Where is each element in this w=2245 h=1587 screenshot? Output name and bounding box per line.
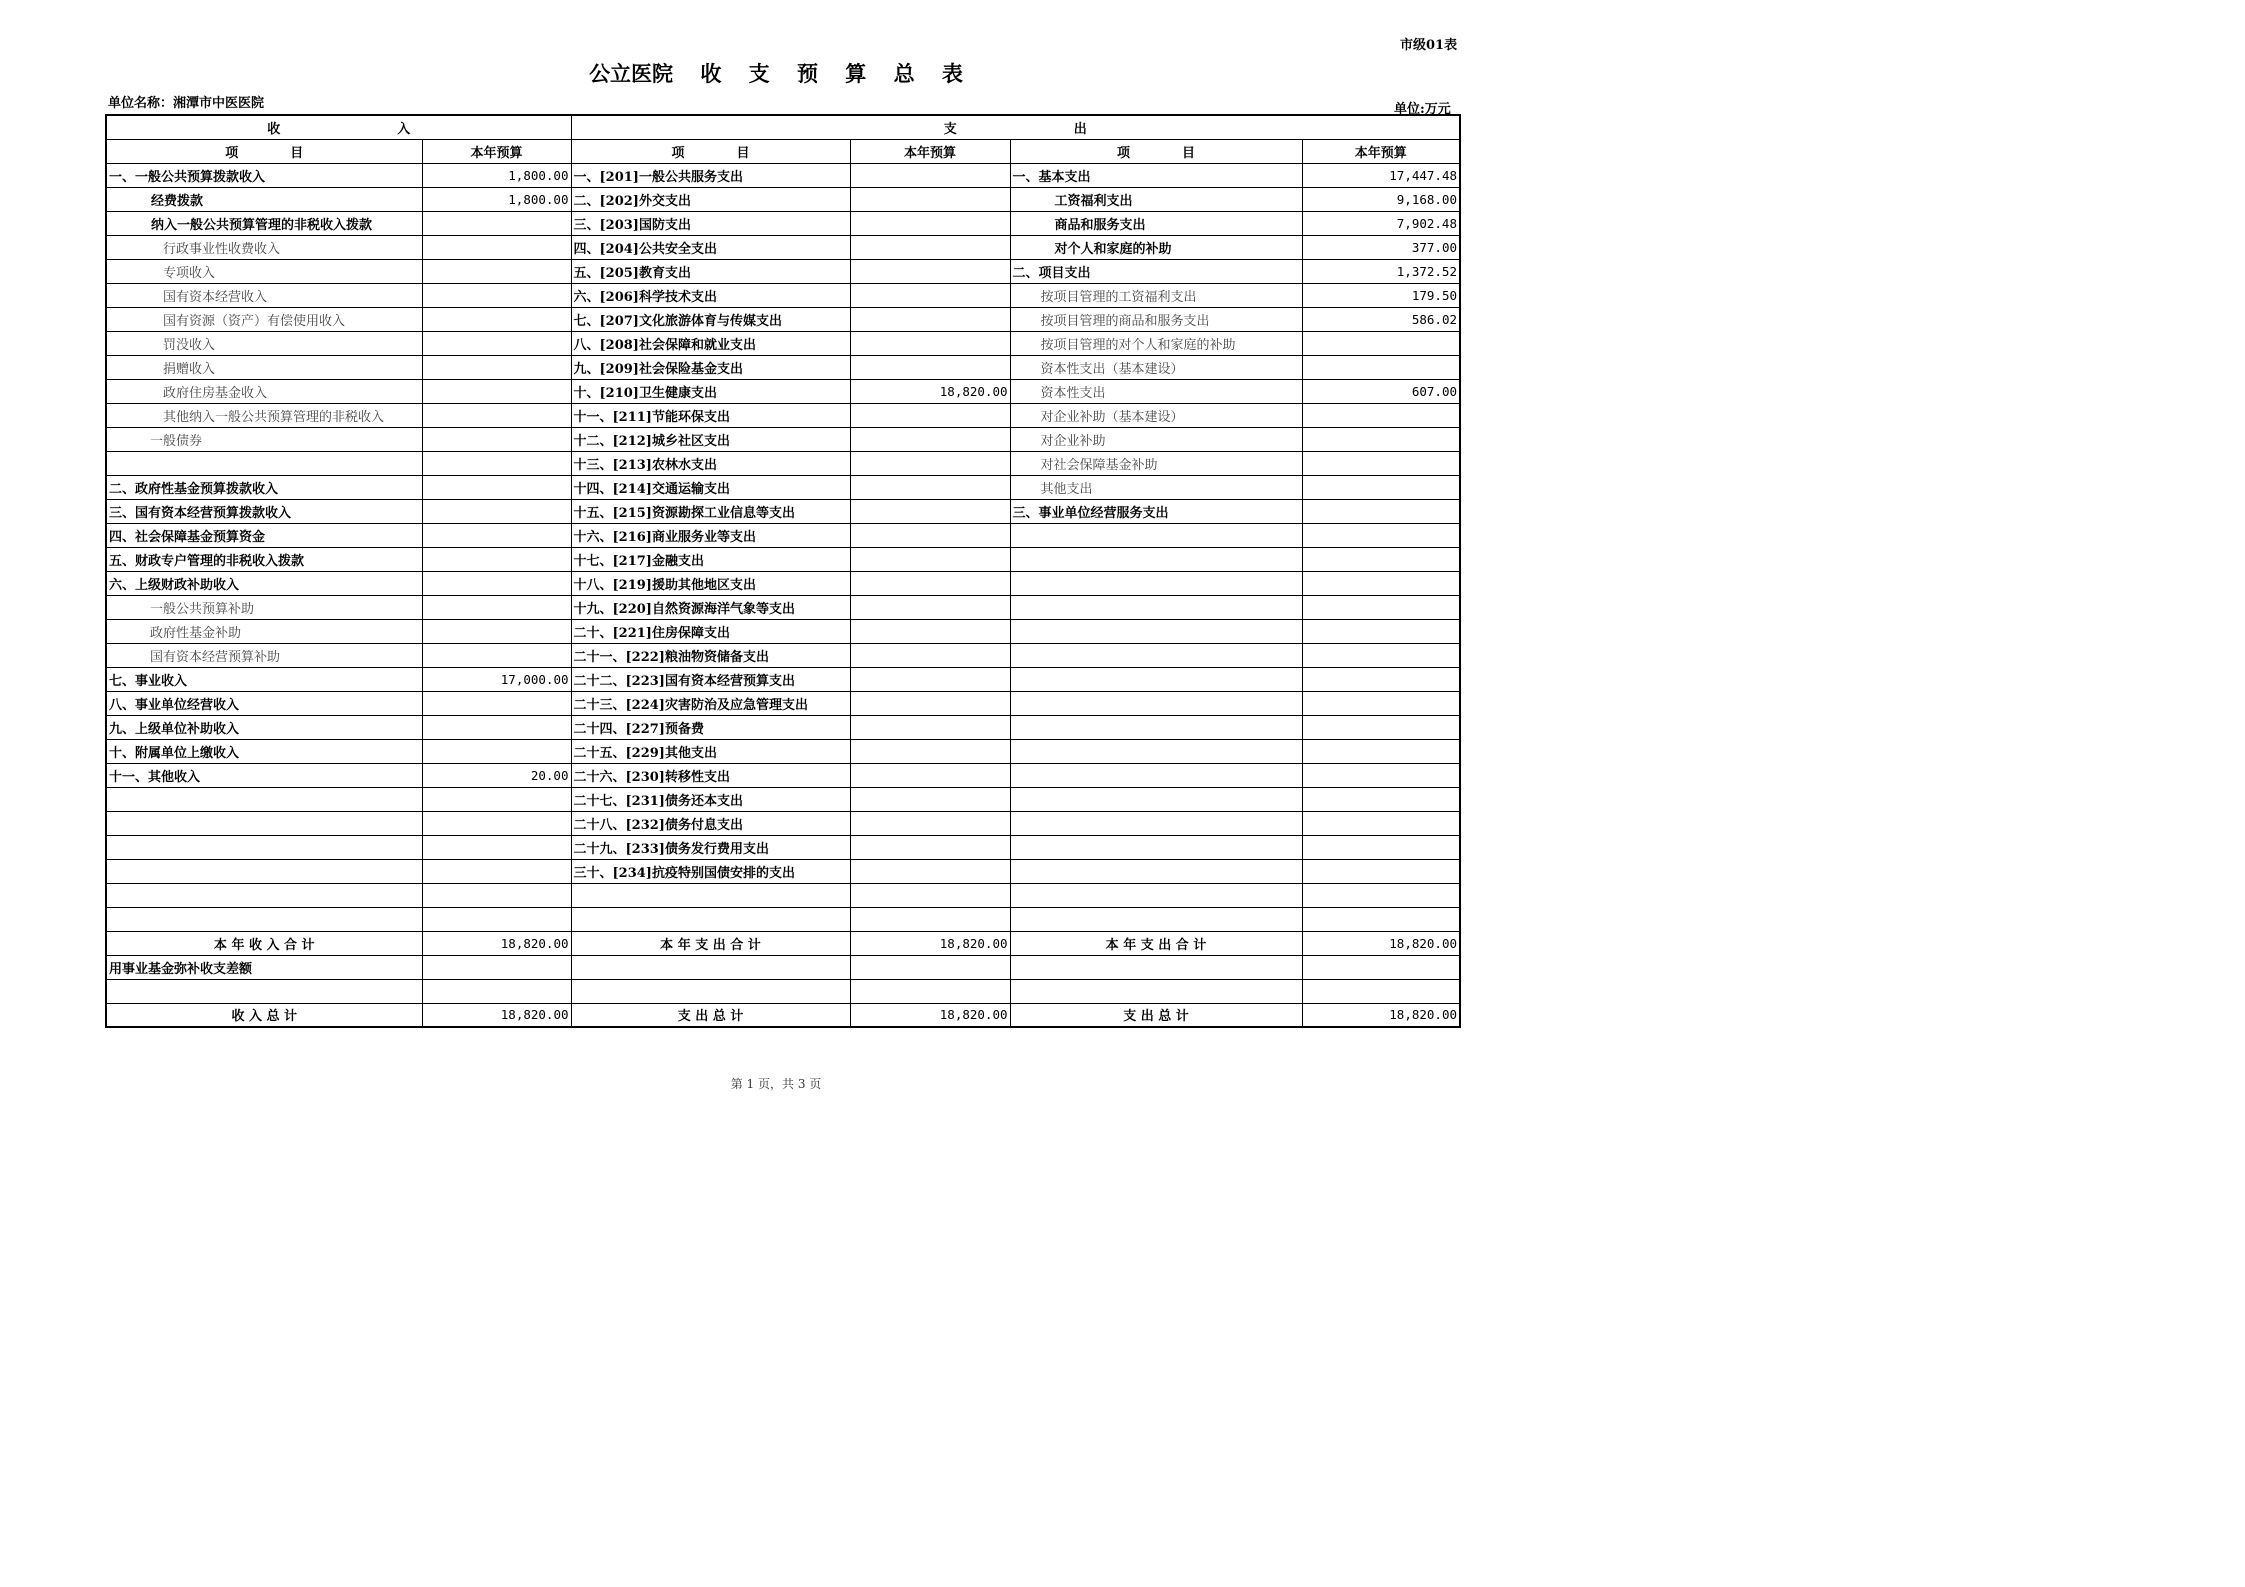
expense-item-value: 377.00 <box>1302 235 1460 259</box>
table-row <box>106 403 1460 427</box>
expense-total-label-c: 本 年 支 出 合 计 <box>1010 931 1302 955</box>
expense-item <box>1010 811 1302 835</box>
income-value <box>422 835 571 859</box>
cell <box>850 979 1010 1003</box>
table-row <box>106 355 1460 379</box>
expense-category-value <box>850 451 1010 475</box>
expense-item <box>1010 595 1302 619</box>
table-row <box>106 667 1460 691</box>
expense-item-value <box>1302 691 1460 715</box>
expense-item-value <box>1302 715 1460 739</box>
table-row <box>106 883 1460 907</box>
table-row <box>106 499 1460 523</box>
cell <box>571 979 850 1003</box>
expense-item-value: 607.00 <box>1302 379 1460 403</box>
expense-category: 二十四、[227]预备费 <box>571 715 850 739</box>
expense-category: 二十九、[233]债务发行费用支出 <box>571 835 850 859</box>
income-item <box>106 451 422 475</box>
expense-item: 按项目管理的对个人和家庭的补助 <box>1010 331 1302 355</box>
expense-category-value <box>850 187 1010 211</box>
income-value <box>422 787 571 811</box>
income-value <box>422 427 571 451</box>
cell <box>422 955 571 979</box>
expense-category-value <box>850 499 1010 523</box>
income-item: 七、事业收入 <box>106 667 422 691</box>
expense-item-value <box>1302 475 1460 499</box>
expense-item <box>1010 907 1302 931</box>
expense-category-value <box>850 667 1010 691</box>
expense-item-value <box>1302 739 1460 763</box>
expense-category-value <box>850 163 1010 187</box>
expense-category-value: 18,820.00 <box>850 379 1010 403</box>
table-row <box>106 475 1460 499</box>
income-item: 政府性基金补助 <box>106 619 422 643</box>
expense-item-value <box>1302 451 1460 475</box>
expense-item-value <box>1302 619 1460 643</box>
table-row <box>106 571 1460 595</box>
table-row <box>106 331 1460 355</box>
expense-category: 十一、[211]节能环保支出 <box>571 403 850 427</box>
income-value <box>422 571 571 595</box>
expense-item: 对企业补助 <box>1010 427 1302 451</box>
expense-item: 按项目管理的工资福利支出 <box>1010 283 1302 307</box>
expense-total-value: 18,820.00 <box>850 931 1010 955</box>
expense-category: 四、[204]公共安全支出 <box>571 235 850 259</box>
expense-category-value <box>850 235 1010 259</box>
table-row <box>106 619 1460 643</box>
expense-category-value <box>850 427 1010 451</box>
expense-item-value <box>1302 547 1460 571</box>
income-value <box>422 739 571 763</box>
income-item: 五、财政专户管理的非税收入拨款 <box>106 547 422 571</box>
expense-category: 七、[207]文化旅游体育与传媒支出 <box>571 307 850 331</box>
cell <box>1010 955 1302 979</box>
income-item: 四、社会保障基金预算资金 <box>106 523 422 547</box>
table-row <box>106 259 1460 283</box>
expense-item <box>1010 835 1302 859</box>
expense-category: 二十七、[231]债务还本支出 <box>571 787 850 811</box>
expense-item-value <box>1302 355 1460 379</box>
expense-total-value-c: 18,820.00 <box>1302 931 1460 955</box>
expense-category-value <box>850 835 1010 859</box>
table-row <box>106 787 1460 811</box>
expense-category: 十五、[215]资源勘探工业信息等支出 <box>571 499 850 523</box>
expense-category-value <box>850 811 1010 835</box>
table-row <box>106 595 1460 619</box>
income-total-value: 18,820.00 <box>422 931 571 955</box>
total-row <box>106 931 1460 955</box>
income-value <box>422 691 571 715</box>
expense-item: 对个人和家庭的补助 <box>1010 235 1302 259</box>
income-value <box>422 259 571 283</box>
expense-category-value <box>850 715 1010 739</box>
budget-header: 本年预算 <box>422 139 571 163</box>
income-value: 1,800.00 <box>422 187 571 211</box>
income-value <box>422 859 571 883</box>
income-value <box>422 547 571 571</box>
expense-category-value <box>850 571 1010 595</box>
income-value: 17,000.00 <box>422 667 571 691</box>
expense-item: 对企业补助（基本建设） <box>1010 403 1302 427</box>
expense-item-value <box>1302 331 1460 355</box>
cell <box>571 955 850 979</box>
grand-expense-value-c: 18,820.00 <box>1302 1003 1460 1027</box>
expense-item <box>1010 739 1302 763</box>
page-footer: 第 1 页，共 3 页 <box>730 1077 822 1091</box>
expense-item-value <box>1302 883 1460 907</box>
expense-item-value <box>1302 499 1460 523</box>
table-row <box>106 307 1460 331</box>
grand-income-value: 18,820.00 <box>422 1003 571 1027</box>
table-row <box>106 187 1460 211</box>
blank-row <box>106 979 1460 1003</box>
expense-category: 二十一、[222]粮油物资储备支出 <box>571 643 850 667</box>
expense-category-value <box>850 763 1010 787</box>
expense-item <box>1010 571 1302 595</box>
income-item <box>106 859 422 883</box>
income-item <box>106 907 422 931</box>
income-item: 捐赠收入 <box>106 355 422 379</box>
unit-name: 单位名称：湘潭市中医医院 <box>108 96 265 111</box>
page-title: 公立医院 收 支 预 算 总 表 <box>589 61 963 86</box>
income-item: 九、上级单位补助收入 <box>106 715 422 739</box>
income-value <box>422 283 571 307</box>
table-row <box>106 427 1460 451</box>
income-item: 其他纳入一般公共预算管理的非税收入 <box>106 403 422 427</box>
expense-category-value <box>850 523 1010 547</box>
table-row <box>106 451 1460 475</box>
expense-item-value <box>1302 403 1460 427</box>
expense-category <box>571 883 850 907</box>
expense-category-value <box>850 259 1010 283</box>
income-item: 六、上级财政补助收入 <box>106 571 422 595</box>
expense-item-value <box>1302 763 1460 787</box>
expense-category: 十四、[214]交通运输支出 <box>571 475 850 499</box>
income-item: 十、附属单位上缴收入 <box>106 739 422 763</box>
expense-category-value <box>850 355 1010 379</box>
header-row-1 <box>106 115 1460 139</box>
income-value <box>422 643 571 667</box>
expense-item <box>1010 859 1302 883</box>
expense-category: 一、[201]一般公共服务支出 <box>571 163 850 187</box>
unit-label: 单位:万元 <box>1394 102 1451 117</box>
income-item: 一般公共预算补助 <box>106 595 422 619</box>
fund-label: 用事业基金弥补收支差额 <box>106 955 422 979</box>
expense-category: 二十二、[223]国有资本经营预算支出 <box>571 667 850 691</box>
income-value <box>422 907 571 931</box>
income-item <box>106 883 422 907</box>
expense-item <box>1010 763 1302 787</box>
table-row <box>106 835 1460 859</box>
income-value <box>422 403 571 427</box>
income-item: 罚没收入 <box>106 331 422 355</box>
expense-item-value: 586.02 <box>1302 307 1460 331</box>
income-value: 1,800.00 <box>422 163 571 187</box>
income-value <box>422 355 571 379</box>
cell <box>1302 979 1460 1003</box>
table-row <box>106 283 1460 307</box>
income-item: 一、一般公共预算拨款收入 <box>106 163 422 187</box>
expense-category: 二十八、[232]债务付息支出 <box>571 811 850 835</box>
expense-item-value <box>1302 811 1460 835</box>
income-item: 国有资源（资产）有偿使用收入 <box>106 307 422 331</box>
income-value <box>422 211 571 235</box>
expense-item <box>1010 523 1302 547</box>
expense-category-value <box>850 283 1010 307</box>
table-row <box>106 547 1460 571</box>
expense-item: 资本性支出 <box>1010 379 1302 403</box>
table-row <box>106 691 1460 715</box>
expense-category-value <box>850 547 1010 571</box>
expense-category-value <box>850 595 1010 619</box>
income-header: 收 入 <box>106 115 571 139</box>
expense-item: 其他支出 <box>1010 475 1302 499</box>
expense-item-value: 9,168.00 <box>1302 187 1460 211</box>
expense-category: 十八、[219]援助其他地区支出 <box>571 571 850 595</box>
fund-row <box>106 955 1460 979</box>
income-value: 20.00 <box>422 763 571 787</box>
grand-total-row <box>106 1003 1460 1027</box>
expense-total-label: 本 年 支 出 合 计 <box>571 931 850 955</box>
budget-header: 本年预算 <box>1302 139 1460 163</box>
item-header: 项 目 <box>1010 139 1302 163</box>
table-row <box>106 763 1460 787</box>
expense-item <box>1010 883 1302 907</box>
expense-category: 二十三、[224]灾害防治及应急管理支出 <box>571 691 850 715</box>
expense-header: 支 出 <box>571 115 1460 139</box>
income-item: 专项收入 <box>106 259 422 283</box>
income-value <box>422 715 571 739</box>
expense-category-value <box>850 859 1010 883</box>
expense-category: 二十、[221]住房保障支出 <box>571 619 850 643</box>
expense-item <box>1010 715 1302 739</box>
table-row <box>106 715 1460 739</box>
expense-category-value <box>850 691 1010 715</box>
expense-item <box>1010 691 1302 715</box>
expense-item-value <box>1302 667 1460 691</box>
income-item: 纳入一般公共预算管理的非税收入拨款 <box>106 211 422 235</box>
cell <box>422 979 571 1003</box>
income-value <box>422 499 571 523</box>
expense-category: 三、[203]国防支出 <box>571 211 850 235</box>
expense-category-value <box>850 619 1010 643</box>
cell <box>1010 979 1302 1003</box>
table-row <box>106 859 1460 883</box>
expense-item <box>1010 787 1302 811</box>
expense-category: 五、[205]教育支出 <box>571 259 850 283</box>
expense-category-value <box>850 907 1010 931</box>
income-total-label: 本 年 收 入 合 计 <box>106 931 422 955</box>
expense-category: 八、[208]社会保障和就业支出 <box>571 331 850 355</box>
expense-item: 按项目管理的商品和服务支出 <box>1010 307 1302 331</box>
expense-item-value <box>1302 859 1460 883</box>
income-item: 行政事业性收费收入 <box>106 235 422 259</box>
expense-item-value <box>1302 643 1460 667</box>
expense-category-value <box>850 739 1010 763</box>
table-row <box>106 643 1460 667</box>
income-item: 十一、其他收入 <box>106 763 422 787</box>
expense-category: 三十、[234]抗疫特别国债安排的支出 <box>571 859 850 883</box>
grand-income-label: 收 入 总 计 <box>106 1003 422 1027</box>
expense-category-value <box>850 475 1010 499</box>
expense-item-value <box>1302 571 1460 595</box>
expense-category: 二十五、[229]其他支出 <box>571 739 850 763</box>
cell <box>1302 955 1460 979</box>
table-row <box>106 235 1460 259</box>
expense-item-value <box>1302 595 1460 619</box>
income-item <box>106 787 422 811</box>
expense-item-value <box>1302 427 1460 451</box>
table-row <box>106 211 1460 235</box>
income-value <box>422 595 571 619</box>
expense-item-value: 179.50 <box>1302 283 1460 307</box>
income-value <box>422 451 571 475</box>
table-row <box>106 907 1460 931</box>
expense-category: 九、[209]社会保险基金支出 <box>571 355 850 379</box>
header-row-2 <box>106 139 1460 163</box>
expense-category-value <box>850 643 1010 667</box>
table-row <box>106 379 1460 403</box>
expense-item-value <box>1302 835 1460 859</box>
table-row <box>106 811 1460 835</box>
expense-category: 十九、[220]自然资源海洋气象等支出 <box>571 595 850 619</box>
expense-item <box>1010 667 1302 691</box>
expense-category-value <box>850 211 1010 235</box>
expense-category: 六、[206]科学技术支出 <box>571 283 850 307</box>
cell <box>106 979 422 1003</box>
income-item: 三、国有资本经营预算拨款收入 <box>106 499 422 523</box>
table-row <box>106 739 1460 763</box>
expense-item: 三、事业单位经营服务支出 <box>1010 499 1302 523</box>
expense-category-value <box>850 403 1010 427</box>
form-code: 市级01表 <box>1400 38 1458 53</box>
expense-category <box>571 907 850 931</box>
expense-category-value <box>850 331 1010 355</box>
income-item <box>106 835 422 859</box>
income-value <box>422 379 571 403</box>
expense-item: 对社会保障基金补助 <box>1010 451 1302 475</box>
budget-table <box>105 114 1461 1028</box>
income-item: 一般债券 <box>106 427 422 451</box>
income-item: 国有资本经营收入 <box>106 283 422 307</box>
expense-item-value <box>1302 787 1460 811</box>
expense-item: 工资福利支出 <box>1010 187 1302 211</box>
expense-item <box>1010 643 1302 667</box>
income-value <box>422 307 571 331</box>
grand-expense-label-c: 支 出 总 计 <box>1010 1003 1302 1027</box>
expense-category: 十、[210]卫生健康支出 <box>571 379 850 403</box>
expense-category: 十七、[217]金融支出 <box>571 547 850 571</box>
income-value <box>422 475 571 499</box>
expense-item <box>1010 619 1302 643</box>
expense-category-value <box>850 307 1010 331</box>
expense-category: 十二、[212]城乡社区支出 <box>571 427 850 451</box>
expense-category: 二十六、[230]转移性支出 <box>571 763 850 787</box>
grand-expense-value: 18,820.00 <box>850 1003 1010 1027</box>
grand-expense-label: 支 出 总 计 <box>571 1003 850 1027</box>
expense-item: 资本性支出（基本建设） <box>1010 355 1302 379</box>
expense-category: 二、[202]外交支出 <box>571 187 850 211</box>
item-header: 项 目 <box>571 139 850 163</box>
expense-category-value <box>850 787 1010 811</box>
table-row <box>106 163 1460 187</box>
expense-item-value: 7,902.48 <box>1302 211 1460 235</box>
income-value <box>422 523 571 547</box>
income-value <box>422 235 571 259</box>
income-value <box>422 619 571 643</box>
expense-category: 十六、[216]商业服务业等支出 <box>571 523 850 547</box>
income-item: 八、事业单位经营收入 <box>106 691 422 715</box>
expense-category: 十三、[213]农林水支出 <box>571 451 850 475</box>
budget-header: 本年预算 <box>850 139 1010 163</box>
income-value <box>422 331 571 355</box>
expense-item: 商品和服务支出 <box>1010 211 1302 235</box>
income-item: 政府住房基金收入 <box>106 379 422 403</box>
income-item: 经费拨款 <box>106 187 422 211</box>
expense-item-value <box>1302 907 1460 931</box>
income-item: 国有资本经营预算补助 <box>106 643 422 667</box>
expense-item: 一、基本支出 <box>1010 163 1302 187</box>
expense-item <box>1010 547 1302 571</box>
income-item: 二、政府性基金预算拨款收入 <box>106 475 422 499</box>
cell <box>850 955 1010 979</box>
expense-category-value <box>850 883 1010 907</box>
income-item <box>106 811 422 835</box>
expense-item-value <box>1302 523 1460 547</box>
income-value <box>422 811 571 835</box>
expense-item: 二、项目支出 <box>1010 259 1302 283</box>
item-header: 项 目 <box>106 139 422 163</box>
expense-item-value: 1,372.52 <box>1302 259 1460 283</box>
income-value <box>422 883 571 907</box>
expense-item-value: 17,447.48 <box>1302 163 1460 187</box>
table-row <box>106 523 1460 547</box>
